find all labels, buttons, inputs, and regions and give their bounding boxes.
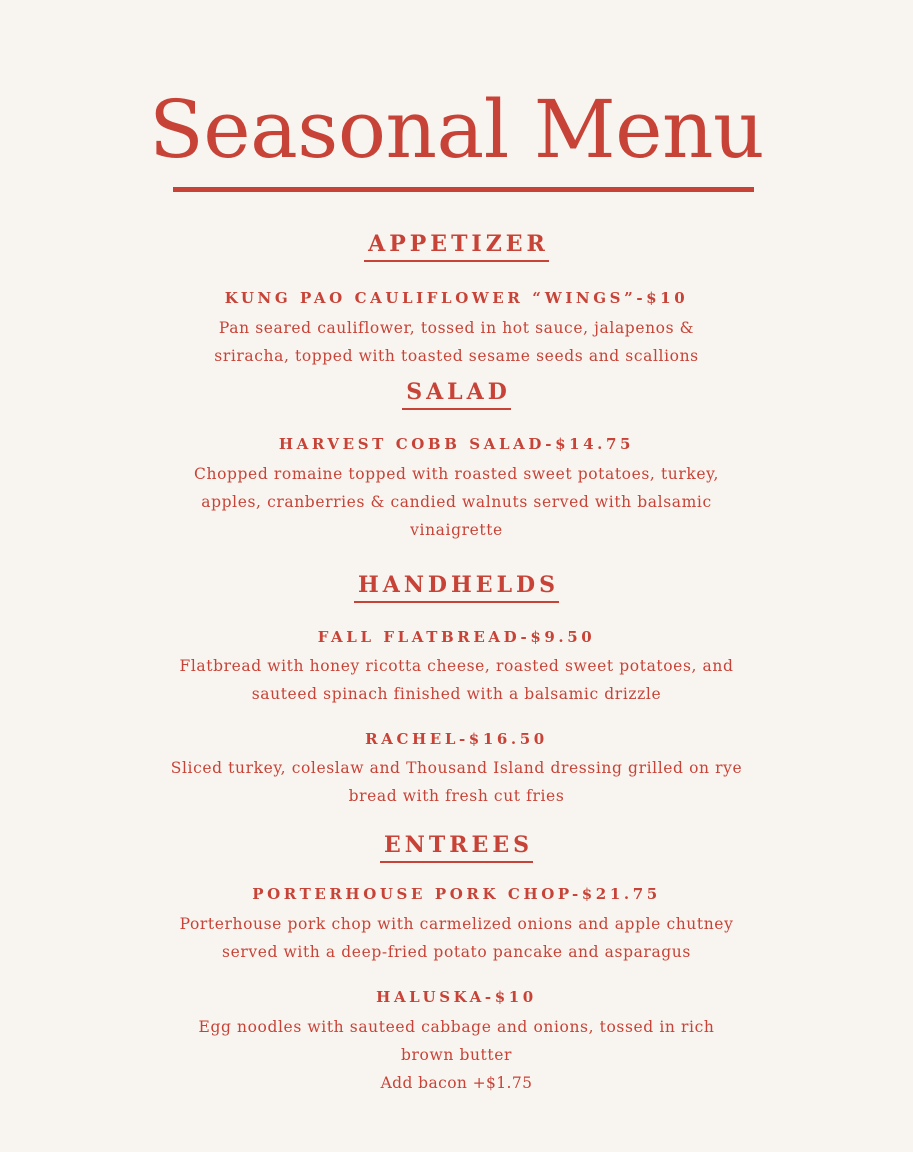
menu-item-name: KUNG PAO CAULIFLOWER “WINGS”-$10 xyxy=(224,289,689,307)
section-heading-handhelds xyxy=(0,570,913,603)
menu-item-name: HARVEST COBB SALAD-$14.75 xyxy=(278,435,635,453)
menu-item-description: Chopped romaine topped with roasted sweet potatoes, turkey, apples, cranberries & candied walnuts served with balsamic vinaigrette xyxy=(194,465,719,539)
page-title: Seasonal Menu xyxy=(148,83,765,176)
section-heading-label: ENTREES xyxy=(380,830,533,863)
menu-item-description: Porterhouse pork chop with carmelized onions and apple chutney served with a deep-fried potato pancake and asparagus xyxy=(179,915,734,961)
section-heading-salad xyxy=(0,377,913,410)
menu-item-name: FALL FLATBREAD-$9.50 xyxy=(317,628,596,646)
menu-item-description: Sliced turkey, coleslaw and Thousand Island dressing grilled on rye bread with fresh cut fries xyxy=(170,759,743,805)
title-divider xyxy=(173,187,754,192)
section-heading-label: SALAD xyxy=(402,377,511,410)
menu-item-description: Flatbread with honey ricotta cheese, roasted sweet potatoes, and sauteed spinach finished with a balsamic drizzle xyxy=(179,657,734,703)
menu-item-name: PORTERHOUSE PORK CHOP-$21.75 xyxy=(252,885,661,903)
section-heading-entrees xyxy=(0,830,913,863)
menu-item-description: Pan seared cauliflower, tossed in hot sauce, jalapenos & sriracha, topped with toasted sesame seeds and scallions xyxy=(214,319,699,365)
menu-item-name: HALUSKA-$10 xyxy=(376,988,537,1006)
section-heading-label: HANDHELDS xyxy=(354,570,559,603)
section-heading-label: APPETIZER xyxy=(364,229,549,262)
section-heading-appetizer xyxy=(0,229,913,262)
menu-item-description: Egg noodles with sauteed cabbage and onions, tossed in rich brown butter xyxy=(198,1018,715,1064)
menu-item-addon: Add bacon +$1.75 xyxy=(380,1074,533,1092)
menu-item-name: RACHEL-$16.50 xyxy=(365,730,548,748)
